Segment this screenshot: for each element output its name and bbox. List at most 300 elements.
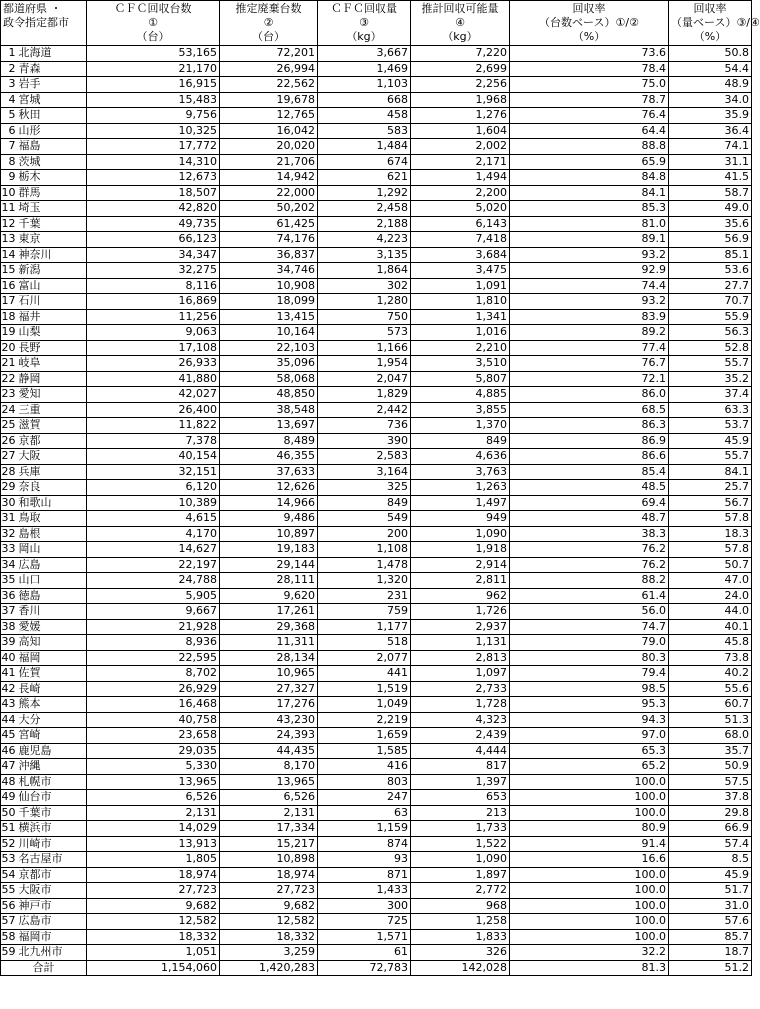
rate-units-cell: 77.4 [510, 340, 669, 356]
rate-units-cell: 93.2 [510, 247, 669, 263]
rate-amount-cell: 57.4 [669, 836, 752, 852]
cfc-units-cell: 9,667 [87, 604, 220, 620]
cfc-units-cell: 53,165 [87, 46, 220, 62]
cfc-amount-cell: 2,188 [318, 216, 411, 232]
row-number-cell: 33 [1, 542, 16, 555]
estimated-disposal-cell: 28,134 [220, 650, 318, 666]
region-name-cell: 秋田 [17, 108, 87, 124]
region-name-cell: 徳島 [17, 588, 87, 604]
row-number-cell: 19 [1, 325, 16, 338]
cfc-amount-cell: 1,585 [318, 743, 411, 759]
region-name-cell: 滋賀 [17, 418, 87, 434]
rate-amount-cell: 44.0 [669, 604, 752, 620]
table-row [1, 728, 752, 744]
cfc-units-cell: 8,936 [87, 635, 220, 651]
recoverable-amount-cell: 2,813 [411, 650, 510, 666]
table-row [1, 712, 752, 728]
row-number-cell: 21 [1, 356, 16, 369]
table-row [1, 201, 752, 217]
table-row [1, 588, 752, 604]
header-rate-units-title: 回収率 [572, 2, 606, 15]
cfc-units-cell: 6,120 [87, 480, 220, 496]
row-number-cell: 23 [1, 387, 16, 400]
table-row [1, 681, 752, 697]
cfc-units-cell: 4,615 [87, 511, 220, 527]
table-row [1, 495, 752, 511]
rate-amount-cell: 48.9 [669, 77, 752, 93]
region-name-cell: 大分 [17, 712, 87, 728]
region-name-cell: 鹿児島 [17, 743, 87, 759]
estimated-disposal-cell: 8,489 [220, 433, 318, 449]
recoverable-amount-cell: 3,855 [411, 402, 510, 418]
rate-units-cell: 61.4 [510, 588, 669, 604]
rate-units-cell: 84.8 [510, 170, 669, 186]
cfc-units-cell: 29,035 [87, 743, 220, 759]
rate-amount-cell: 57.5 [669, 774, 752, 790]
table-row [1, 46, 752, 62]
row-number-cell: 47 [1, 759, 16, 772]
table-row [1, 852, 752, 868]
rate-amount-cell: 40.1 [669, 619, 752, 635]
row-number-cell: 7 [1, 139, 17, 155]
region-name-cell: 長崎 [17, 681, 87, 697]
row-number-cell: 8 [1, 154, 17, 170]
rate-amount-cell: 52.8 [669, 340, 752, 356]
recoverable-amount-cell: 2,733 [411, 681, 510, 697]
cfc-amount-cell: 1,177 [318, 619, 411, 635]
rate-amount-cell: 85.1 [669, 247, 752, 263]
recoverable-amount-cell: 213 [411, 805, 510, 821]
region-name-cell: 新潟 [17, 263, 87, 279]
header-row [1, 1, 752, 46]
table-row [1, 697, 752, 713]
row-number-cell: 44 [1, 712, 16, 726]
table-row [1, 821, 752, 837]
region-name-cell: 佐賀 [17, 666, 87, 682]
row-number-cell: 13 [1, 232, 16, 245]
estimated-disposal-cell: 2,131 [220, 805, 318, 821]
cfc-units-cell: 24,788 [87, 573, 220, 589]
recoverable-amount-cell: 3,684 [411, 247, 510, 263]
row-number-cell: 45 [1, 728, 16, 741]
cfc-units-cell: 17,772 [87, 139, 220, 155]
header-rate-amount-basis: （量ベース）③/④ [671, 16, 760, 29]
total-rate-amount: 51.2 [669, 960, 752, 976]
rate-amount-cell: 50.9 [669, 759, 752, 775]
recoverable-amount-cell: 4,636 [411, 449, 510, 465]
rate-units-cell: 38.3 [510, 526, 669, 542]
cfc-units-cell: 26,933 [87, 356, 220, 372]
recoverable-amount-cell: 2,171 [411, 154, 510, 170]
recoverable-amount-cell: 849 [411, 433, 510, 449]
total-row [1, 960, 752, 976]
rate-units-cell: 100.0 [510, 898, 669, 914]
total-estimated-disposal: 1,420,283 [220, 960, 318, 976]
rate-amount-cell: 56.7 [669, 495, 752, 511]
region-name-cell: 高知 [17, 635, 87, 651]
row-number-cell: 29 [1, 480, 16, 493]
estimated-disposal-cell: 12,582 [220, 914, 318, 930]
row-number-cell: 58 [1, 929, 16, 943]
rate-amount-cell: 37.4 [669, 387, 752, 403]
rate-amount-cell: 74.1 [669, 139, 752, 155]
cfc-amount-cell: 1,166 [318, 340, 411, 356]
estimated-disposal-cell: 15,217 [220, 836, 318, 852]
row-number-cell: 43 [1, 697, 16, 710]
cfc-units-cell: 26,400 [87, 402, 220, 418]
recoverable-amount-cell: 962 [411, 588, 510, 604]
region-name-cell: 青森 [17, 61, 87, 77]
rate-amount-cell: 25.7 [669, 480, 752, 496]
table-row [1, 433, 752, 449]
cfc-units-cell: 21,928 [87, 619, 220, 635]
cfc-units-cell: 10,389 [87, 495, 220, 511]
cfc-amount-cell: 1,469 [318, 61, 411, 77]
rate-amount-cell: 35.6 [669, 216, 752, 232]
rate-amount-cell: 56.3 [669, 325, 752, 341]
estimated-disposal-cell: 26,994 [220, 61, 318, 77]
cfc-units-cell: 6,526 [87, 790, 220, 806]
rate-units-cell: 81.0 [510, 216, 669, 232]
estimated-disposal-cell: 21,706 [220, 154, 318, 170]
row-number-cell: 17 [1, 294, 16, 307]
rate-units-cell: 100.0 [510, 774, 669, 790]
rate-amount-cell: 84.1 [669, 464, 752, 480]
header-rate-amount [669, 1, 760, 46]
region-name-cell: 島根 [17, 526, 87, 542]
cfc-amount-cell: 1,519 [318, 681, 411, 697]
estimated-disposal-cell: 46,355 [220, 449, 318, 465]
cfc-amount-cell: 231 [318, 588, 411, 604]
row-number-cell: 42 [1, 681, 16, 695]
cfc-units-cell: 26,929 [87, 681, 220, 697]
cfc-units-cell: 8,702 [87, 666, 220, 682]
cfc-amount-cell: 871 [318, 867, 411, 883]
table-row [1, 759, 752, 775]
table-row [1, 898, 752, 914]
estimated-disposal-cell: 8,170 [220, 759, 318, 775]
cfc-units-cell: 18,974 [87, 867, 220, 883]
table-row [1, 635, 752, 651]
cfc-amount-cell: 759 [318, 604, 411, 620]
rate-amount-cell: 40.2 [669, 666, 752, 682]
cfc-amount-cell: 1,864 [318, 263, 411, 279]
header-recoverable-amount-unit: （kg） [442, 30, 478, 43]
region-name-cell: 京都市 [17, 867, 87, 883]
total-recoverable-amount: 142,028 [411, 960, 510, 976]
row-number-cell: 31 [1, 511, 16, 524]
estimated-disposal-cell: 10,898 [220, 852, 318, 868]
cfc-units-cell: 21,170 [87, 61, 220, 77]
row-number-cell: 48 [1, 774, 16, 788]
cfc-units-cell: 22,595 [87, 650, 220, 666]
rate-amount-cell: 63.3 [669, 402, 752, 418]
table-row [1, 61, 752, 77]
estimated-disposal-cell: 6,526 [220, 790, 318, 806]
row-number-cell: 55 [1, 883, 16, 896]
recoverable-amount-cell: 6,143 [411, 216, 510, 232]
rate-units-cell: 68.5 [510, 402, 669, 418]
rate-units-cell: 100.0 [510, 883, 669, 899]
header-rate-units-basis: （台数ベース）①/② [539, 16, 639, 29]
recoverable-amount-cell: 1,604 [411, 123, 510, 139]
cfc-amount-cell: 518 [318, 635, 411, 651]
cfc-units-cell: 32,151 [87, 464, 220, 480]
row-number-cell: 50 [1, 805, 16, 819]
rate-amount-cell: 45.8 [669, 635, 752, 651]
row-number-cell: 14 [1, 247, 16, 261]
cfc-amount-cell: 3,164 [318, 464, 411, 480]
rate-amount-cell: 55.6 [669, 681, 752, 697]
row-number-cell: 26 [1, 433, 16, 447]
row-number-cell: 5 [1, 108, 17, 124]
cfc-units-cell: 17,108 [87, 340, 220, 356]
cfc-units-cell: 14,029 [87, 821, 220, 837]
table-row [1, 185, 752, 201]
table-row [1, 619, 752, 635]
row-number-cell: 37 [1, 604, 16, 617]
cfc-units-cell: 23,658 [87, 728, 220, 744]
estimated-disposal-cell: 13,415 [220, 309, 318, 325]
table-row [1, 511, 752, 527]
estimated-disposal-cell: 17,276 [220, 697, 318, 713]
table-row [1, 402, 752, 418]
header-estimated-disposal-title: 推定廃棄台数 [235, 2, 302, 15]
cfc-units-cell: 9,682 [87, 898, 220, 914]
estimated-disposal-cell: 9,620 [220, 588, 318, 604]
region-name-cell: 長野 [17, 340, 87, 356]
region-name-cell: 宮崎 [17, 728, 87, 744]
rate-amount-cell: 35.2 [669, 371, 752, 387]
region-name-cell: 札幌市 [17, 774, 87, 790]
recoverable-amount-cell: 1,833 [411, 929, 510, 945]
recoverable-amount-cell: 326 [411, 945, 510, 961]
row-number-cell: 49 [1, 790, 16, 803]
cfc-amount-cell: 390 [318, 433, 411, 449]
cfc-units-cell: 14,627 [87, 542, 220, 558]
cfc-amount-cell: 3,667 [318, 46, 411, 62]
recoverable-amount-cell: 1,726 [411, 604, 510, 620]
row-number-cell: 46 [1, 743, 16, 757]
rate-units-cell: 79.0 [510, 635, 669, 651]
table-row [1, 247, 752, 263]
cfc-units-cell: 13,913 [87, 836, 220, 852]
estimated-disposal-cell: 20,020 [220, 139, 318, 155]
rate-units-cell: 32.2 [510, 945, 669, 961]
estimated-disposal-cell: 9,486 [220, 511, 318, 527]
rate-units-cell: 86.0 [510, 387, 669, 403]
region-name-cell: 埼玉 [17, 201, 87, 217]
estimated-disposal-cell: 48,850 [220, 387, 318, 403]
table-row [1, 774, 752, 790]
rate-units-cell: 95.3 [510, 697, 669, 713]
estimated-disposal-cell: 37,633 [220, 464, 318, 480]
total-cfc-units: 1,154,060 [87, 960, 220, 976]
table-row [1, 666, 752, 682]
region-name-cell: 奈良 [17, 480, 87, 496]
region-name-cell: 神奈川 [17, 247, 87, 263]
region-name-cell: 神戸市 [17, 898, 87, 914]
recoverable-amount-cell: 2,699 [411, 61, 510, 77]
rate-units-cell: 48.5 [510, 480, 669, 496]
cfc-units-cell: 42,820 [87, 201, 220, 217]
cfc-units-cell: 27,723 [87, 883, 220, 899]
cfc-amount-cell: 1,571 [318, 929, 411, 945]
rate-units-cell: 85.3 [510, 201, 669, 217]
row-number-cell: 30 [1, 495, 16, 509]
recoverable-amount-cell: 3,510 [411, 356, 510, 372]
rate-units-cell: 73.6 [510, 46, 669, 62]
estimated-disposal-cell: 58,068 [220, 371, 318, 387]
cfc-units-cell: 34,347 [87, 247, 220, 263]
cfc-amount-cell: 302 [318, 278, 411, 294]
rate-amount-cell: 41.5 [669, 170, 752, 186]
table-row [1, 526, 752, 542]
table-row [1, 418, 752, 434]
cfc-amount-cell: 2,583 [318, 449, 411, 465]
rate-units-cell: 76.2 [510, 557, 669, 573]
header-recoverable-amount-title: 推計回収可能量 [421, 2, 499, 15]
table-row [1, 278, 752, 294]
rate-units-cell: 94.3 [510, 712, 669, 728]
table-row [1, 480, 752, 496]
rate-units-cell: 86.6 [510, 449, 669, 465]
cfc-units-cell: 15,483 [87, 92, 220, 108]
row-number-cell: 41 [1, 666, 16, 679]
recoverable-amount-cell: 7,418 [411, 232, 510, 248]
region-name-cell: 福岡 [17, 650, 87, 666]
cfc-amount-cell: 874 [318, 836, 411, 852]
estimated-disposal-cell: 10,908 [220, 278, 318, 294]
rate-units-cell: 100.0 [510, 929, 669, 945]
estimated-disposal-cell: 50,202 [220, 201, 318, 217]
table-row [1, 325, 752, 341]
estimated-disposal-cell: 44,435 [220, 743, 318, 759]
region-name-cell: 大阪市 [17, 883, 87, 899]
rate-amount-cell: 57.8 [669, 542, 752, 558]
table-row [1, 216, 752, 232]
cfc-units-cell: 40,758 [87, 712, 220, 728]
region-name-cell: 山梨 [17, 325, 87, 341]
rate-amount-cell: 31.1 [669, 154, 752, 170]
estimated-disposal-cell: 74,176 [220, 232, 318, 248]
estimated-disposal-cell: 19,678 [220, 92, 318, 108]
table-row [1, 790, 752, 806]
cfc-units-cell: 8,116 [87, 278, 220, 294]
recoverable-amount-cell: 1,091 [411, 278, 510, 294]
table-row [1, 340, 752, 356]
estimated-disposal-cell: 22,562 [220, 77, 318, 93]
rate-units-cell: 65.2 [510, 759, 669, 775]
cfc-amount-cell: 300 [318, 898, 411, 914]
estimated-disposal-cell: 13,697 [220, 418, 318, 434]
header-region-line1: 都道府県 ・ [3, 2, 62, 15]
region-name-cell: 岐阜 [17, 356, 87, 372]
rate-amount-cell: 85.7 [669, 929, 752, 945]
recoverable-amount-cell: 5,020 [411, 201, 510, 217]
table-row [1, 805, 752, 821]
rate-units-cell: 89.2 [510, 325, 669, 341]
header-cfc-units-unit: （台） [136, 30, 170, 43]
cfc-amount-cell: 93 [318, 852, 411, 868]
cfc-amount-cell: 573 [318, 325, 411, 341]
rate-amount-cell: 35.7 [669, 743, 752, 759]
cfc-amount-cell: 1,659 [318, 728, 411, 744]
table-row [1, 945, 752, 961]
row-number-cell: 24 [1, 402, 16, 416]
rate-units-cell: 89.1 [510, 232, 669, 248]
recoverable-amount-cell: 1,016 [411, 325, 510, 341]
rate-amount-cell: 18.7 [669, 945, 752, 961]
rate-amount-cell: 27.7 [669, 278, 752, 294]
estimated-disposal-cell: 12,765 [220, 108, 318, 124]
cfc-units-cell: 16,869 [87, 294, 220, 310]
cfc-amount-cell: 458 [318, 108, 411, 124]
cfc-units-cell: 22,197 [87, 557, 220, 573]
region-name-cell: 川崎市 [17, 836, 87, 852]
table-row [1, 170, 752, 186]
rate-units-cell: 79.4 [510, 666, 669, 682]
estimated-disposal-cell: 16,042 [220, 123, 318, 139]
rate-amount-cell: 51.7 [669, 883, 752, 899]
row-number-cell: 40 [1, 650, 16, 664]
rate-amount-cell: 31.0 [669, 898, 752, 914]
cfc-amount-cell: 4,223 [318, 232, 411, 248]
estimated-disposal-cell: 18,099 [220, 294, 318, 310]
rate-amount-cell: 60.7 [669, 697, 752, 713]
cfc-amount-cell: 674 [318, 154, 411, 170]
rate-units-cell: 74.7 [510, 619, 669, 635]
header-rate-amount-title: 回収率 [693, 2, 727, 15]
region-name-cell: 岡山 [17, 542, 87, 558]
cfc-amount-cell: 736 [318, 418, 411, 434]
estimated-disposal-cell: 72,201 [220, 46, 318, 62]
table-row [1, 108, 752, 124]
cfc-units-cell: 7,378 [87, 433, 220, 449]
table-row [1, 154, 752, 170]
rate-amount-cell: 18.3 [669, 526, 752, 542]
rate-amount-cell: 50.7 [669, 557, 752, 573]
recoverable-amount-cell: 1,090 [411, 526, 510, 542]
rate-units-cell: 69.4 [510, 495, 669, 511]
cfc-amount-cell: 1,292 [318, 185, 411, 201]
table-row [1, 356, 752, 372]
estimated-disposal-cell: 11,311 [220, 635, 318, 651]
cfc-units-cell: 18,507 [87, 185, 220, 201]
cfc-amount-cell: 2,442 [318, 402, 411, 418]
region-name-cell: 熊本 [17, 697, 87, 713]
cfc-units-cell: 41,880 [87, 371, 220, 387]
rate-amount-cell: 45.9 [669, 867, 752, 883]
recoverable-amount-cell: 7,220 [411, 46, 510, 62]
rate-units-cell: 76.2 [510, 542, 669, 558]
header-cfc-amount-title: ＣＦＣ回収量 [331, 2, 397, 15]
row-number-cell: 18 [1, 309, 16, 323]
region-name-cell: 山口 [17, 573, 87, 589]
cfc-units-cell: 18,332 [87, 929, 220, 945]
rate-units-cell: 65.3 [510, 743, 669, 759]
rate-amount-cell: 54.4 [669, 61, 752, 77]
estimated-disposal-cell: 10,164 [220, 325, 318, 341]
table-row [1, 542, 752, 558]
rate-amount-cell: 8.5 [669, 852, 752, 868]
rate-amount-cell: 55.9 [669, 309, 752, 325]
recoverable-amount-cell: 1,370 [411, 418, 510, 434]
estimated-disposal-cell: 36,837 [220, 247, 318, 263]
region-name-cell: 千葉市 [17, 805, 87, 821]
rate-units-cell: 72.1 [510, 371, 669, 387]
cfc-amount-cell: 1,484 [318, 139, 411, 155]
